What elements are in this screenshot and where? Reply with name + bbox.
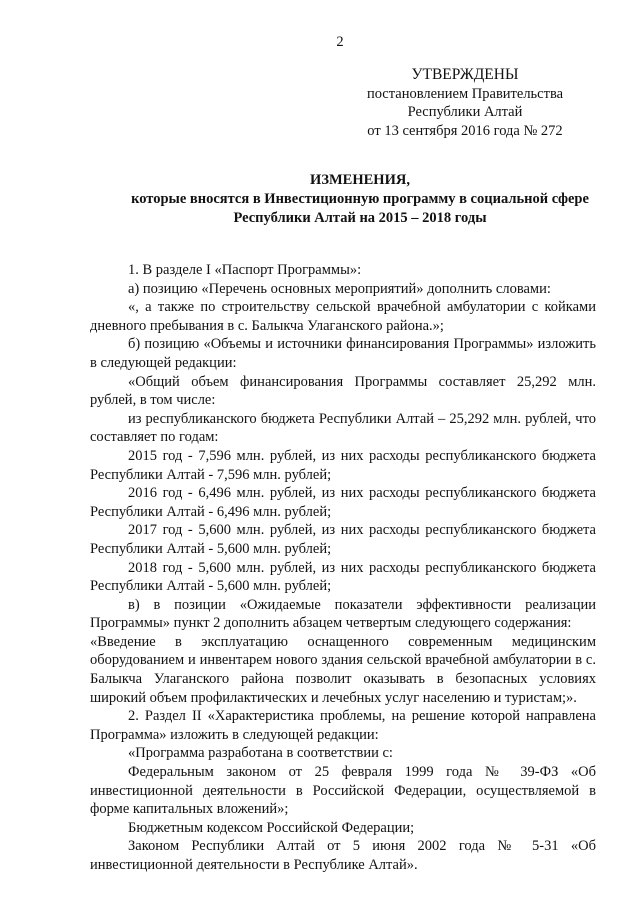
heading-line-3: Республики Алтай на 2015 – 2018 годы [233,210,487,226]
page-number: 2 [336,34,344,50]
document-heading [60,171,640,228]
approval-line-2: Республики Алтай [407,104,523,121]
paragraph: Федеральным законом от 25 февраля 1999 года № 39-ФЗ «Об инвестиционной деятельности в Российской Федерации, осуществляемой в форме капитальных вложений»; [90,764,596,818]
approval-line-3: от 13 сентября 2016 года № 272 [367,123,563,140]
approval-stamp [340,66,590,141]
heading-line-1: ИЗМЕНЕНИЯ, [310,172,410,188]
paragraph: 2017 год - 5,600 млн. рублей, из них расходы республиканского бюджета Республики Алтай - 5,600 млн. рублей; [90,522,596,557]
paragraph: 2016 год - 6,496 млн. рублей, из них расходы республиканского бюджета Республики Алтай - 6,496 млн. рублей; [90,485,596,520]
paragraph: из республиканского бюджета Республики Алтай – 25,292 млн. рублей, что составляет по годам: [90,410,596,446]
paragraph: Законом Республики Алтай от 5 июня 2002 года № 5-31 «Об инвестиционной деятельности в Республике Алтай». [90,838,596,873]
paragraph: «Общий объем финансирования Программы составляет 25,292 млн. рублей, в том числе: [90,373,596,409]
approval-title: УТВЕРЖДЕНЫ [411,66,519,83]
document-body [90,261,596,875]
paragraph: 2018 год - 5,600 млн. рублей, из них расходы республиканского бюджета Республики Алтай - 5,600 млн. рублей; [90,559,596,595]
paragraph: в) в позиции «Ожидаемые показатели эффективности реализации Программы» пункт 2 дополнить абзацем четвертым следующего содержания: [90,596,596,632]
approval-line-1: постановлением Правительства [366,85,564,102]
paragraph: «Введение в эксплуатацию оснащенного современным медицинским оборудованием и инвентарем нового здания сельской врачебной амбулатории в с. Балыкча Улаганского района позволит оказывать в безопасных условиях широкий объем профилактических и лечебных услуг населению и туристам;». [90,633,596,706]
paragraph: Бюджетным кодексом Российской Федерации; [128,819,415,836]
paragraph: 2015 год - 7,596 млн. рублей, из них расходы республиканского бюджета Республики Алтай - 7,596 млн. рублей; [90,447,596,483]
paragraph: 2. Раздел II «Характеристика проблемы, на решение которой направлена Программа» изложить в следующей редакции: [90,708,596,743]
paragraph: «Программа разработана в соответствии с: [128,745,393,762]
heading-line-2: которые вносятся в Инвестиционную программу в социальной сфере [131,191,589,207]
paragraph: б) позицию «Объемы и источники финансирования Программы» изложить в следующей редакции: [90,336,596,371]
paragraph: «, а также по строительству сельской врачебной амбулатории с койками дневного пребывания в с. Балыкча Улаганского района.»; [90,299,596,334]
paragraph: а) позицию «Перечень основных мероприятий» дополнить словами: [128,280,551,297]
paragraph: 1. В разделе I «Паспорт Программы»: [128,262,362,278]
